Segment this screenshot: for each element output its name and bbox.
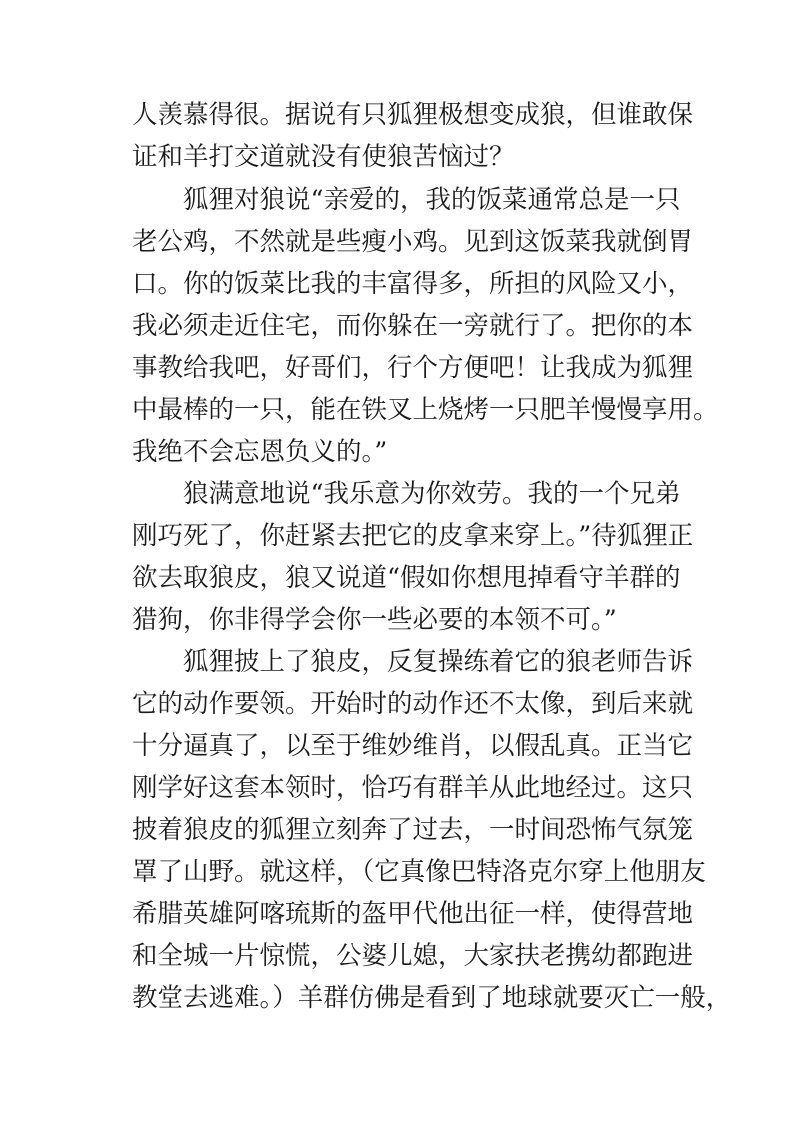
- paragraph-start-line: 狐狸披上了狼皮，反复操练着它的狼老师告诉: [183, 647, 694, 677]
- text-line: 披着狼皮的狐狸立刻奔了过去，一时间恐怖气氛笼: [132, 815, 694, 845]
- text-line: 事教给我吧，好哥们，行个方便吧！让我成为狐狸: [132, 353, 694, 383]
- text-line: 猎狗，你非得学会你一些必要的本领不可。”: [132, 605, 617, 635]
- text-line: 它的动作要领。开始时的动作还不太像，到后来就: [132, 689, 694, 719]
- text-line: 十分逼真了，以至于维妙维肖，以假乱真。正当它: [132, 731, 694, 761]
- text-line: 刚学好这套本领时，恰巧有群羊从此地经过。这只: [132, 773, 694, 803]
- text-line: 证和羊打交道就没有使狼苦恼过？: [132, 142, 515, 172]
- text-line: 我绝不会忘恩负义的。”: [132, 437, 388, 467]
- text-line: 我必须走近住宅，而你躲在一旁就行了。把你的本: [132, 311, 694, 341]
- text-line: 口。你的饭菜比我的丰富得多，所担的风险又小，: [132, 269, 694, 299]
- text-line: 人羡慕得很。据说有只狐狸极想变成狼，但谁敢保: [132, 100, 694, 130]
- text-line: 罩了山野。就这样，（它真像巴特洛克尔穿上他朋友: [132, 857, 706, 887]
- paragraph-start-line: 狼满意地说“我乐意为你效劳。我的一个兄弟: [183, 479, 681, 509]
- text-line: 和全城一片惊慌，公婆儿媳，大家扶老携幼都跑进: [132, 941, 694, 971]
- paragraph-start-line: 狐狸对狼说“亲爱的，我的饭菜通常总是一只: [183, 185, 681, 215]
- text-line: 刚巧死了，你赶紧去把它的皮拿来穿上。”待狐狸正: [132, 521, 694, 551]
- text-line: 中最棒的一只，能在铁叉上烧烤一只肥羊慢慢享用。: [132, 395, 719, 425]
- text-line: 教堂去逃难。）羊群仿佛是看到了地球就要灭亡一般，: [132, 983, 732, 1013]
- text-line: 欲去取狼皮，狼又说道“假如你想甩掉看守羊群的: [132, 563, 681, 593]
- text-line: 老公鸡，不然就是些瘦小鸡。见到这饭菜我就倒胃: [132, 227, 694, 257]
- text-line: 希腊英雄阿喀琉斯的盔甲代他出征一样，使得营地: [132, 899, 694, 929]
